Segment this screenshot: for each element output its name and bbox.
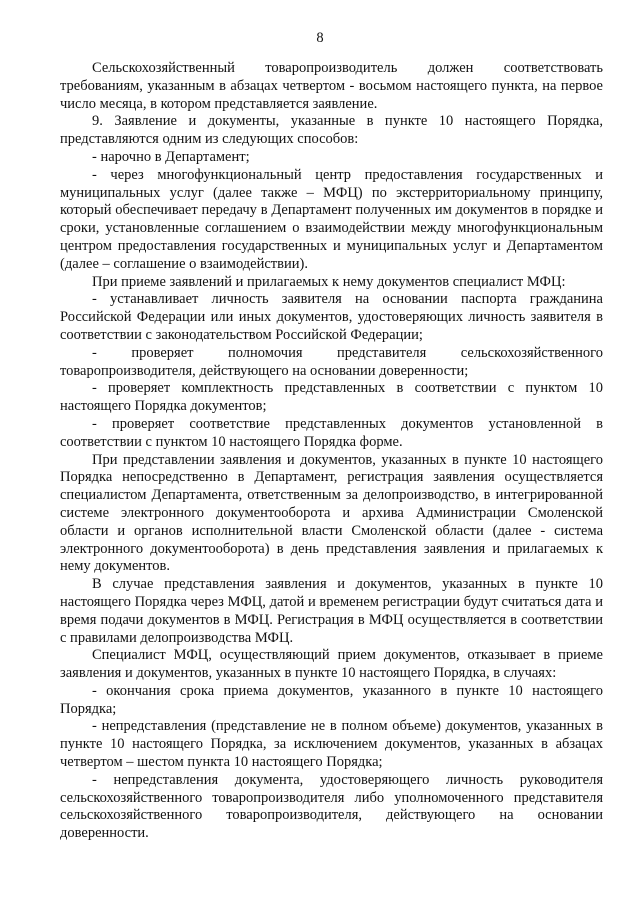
paragraph-completeness-check: - проверяет комплектность представленных в соответствии с пунктом 10 настоящего Порядка документов; [60,380,603,415]
paragraph-authority-check: - проверяет полномочия представителя сельскохозяйственного товаропроизводителя, действующего на основании доверенности; [60,344,603,379]
page-number: 8 [316,30,324,46]
document-body [60,60,603,843]
paragraph-method-mfc: - через многофункциональный центр предоставления государственных и муниципальных услуг (далее также – МФЦ) по экстерриториальному принципу, который обеспечивает передачу в Департамент полученных им документов в порядке и сроки, установленные соглашением о взаимодействии между многофункциональным центром предоставления государственных и муниципальных услуг и Департаментом (далее – соглашение о взаимодействии). [60,166,603,272]
paragraph-item-9: 9. Заявление и документы, указанные в пункте 10 настоящего Порядка, представляются одним из следующих способов: [60,113,603,148]
paragraph-refusal-missing-id: - непредставления документа, удостоверяющего личность руководителя сельскохозяйственного товаропроизводителя либо уполномоченного представителя сельскохозяйственного товаропроизводителя, действующего на основании доверенности. [60,771,603,842]
paragraph-refusal-missing-docs: - непредставления (представление не в полном объеме) документов, указанных в пункте 10 настоящего Порядка, за исключением документов, указанных в абзацах четвертом – шестом пункта 10 настоящего Порядка; [60,718,603,771]
paragraph-method-in-person: - нарочно в Департамент; [92,148,250,165]
paragraph-requirements: Сельскохозяйственный товаропроизводитель должен соответствовать требованиям, указанным в абзацах четвертом - восьмом настоящего пункта, на первое число месяца, в котором представляется заявление. [60,60,603,112]
paragraph-refusal-deadline: - окончания срока приема документов, указанного в пункте 10 настоящего Порядка; [60,682,603,717]
paragraph-mfc-registration: В случае представления заявления и документов, указанных в пункте 10 настоящего Порядка через МФЦ, датой и временем регистрации будут считаться дата и время подачи документов в МФЦ. Регистрация в МФЦ осуществляется в соответствии с правилами делопроизводства МФЦ. [60,576,603,646]
paragraph-identity-check: - устанавливает личность заявителя на основании паспорта гражданина Российской Федерации или иных документов, удостоверяющих личность заявителя в соответствии с законодательством Российской Федерации; [60,291,603,343]
paragraph-form-check: - проверяет соответствие представленных документов установленной в соответствии с пунктом 10 настоящего Порядка форме. [60,415,603,450]
paragraph-refusal-intro: Специалист МФЦ, осуществляющий прием документов, отказывает в приеме заявления и документов, указанных в пункте 10 настоящего Порядка, в случаях: [60,647,603,682]
paragraph-mfc-intake: При приеме заявлений и прилагаемых к нему документов специалист МФЦ: [92,273,566,290]
paragraph-department-registration: При представлении заявления и документов, указанных в пункте 10 настоящего Порядка непосредственно в Департамент, регистрация заявления осуществляется специалистом Департамента, ответственным за делопроизводство, в интегрированной системе электронного документооборота и архива Администрации Смоленской области и органов исполнительной власти Смоленской области (далее - система электронного документооборота) в день представления заявления и прилагаемых к нему документов. [60,451,603,575]
